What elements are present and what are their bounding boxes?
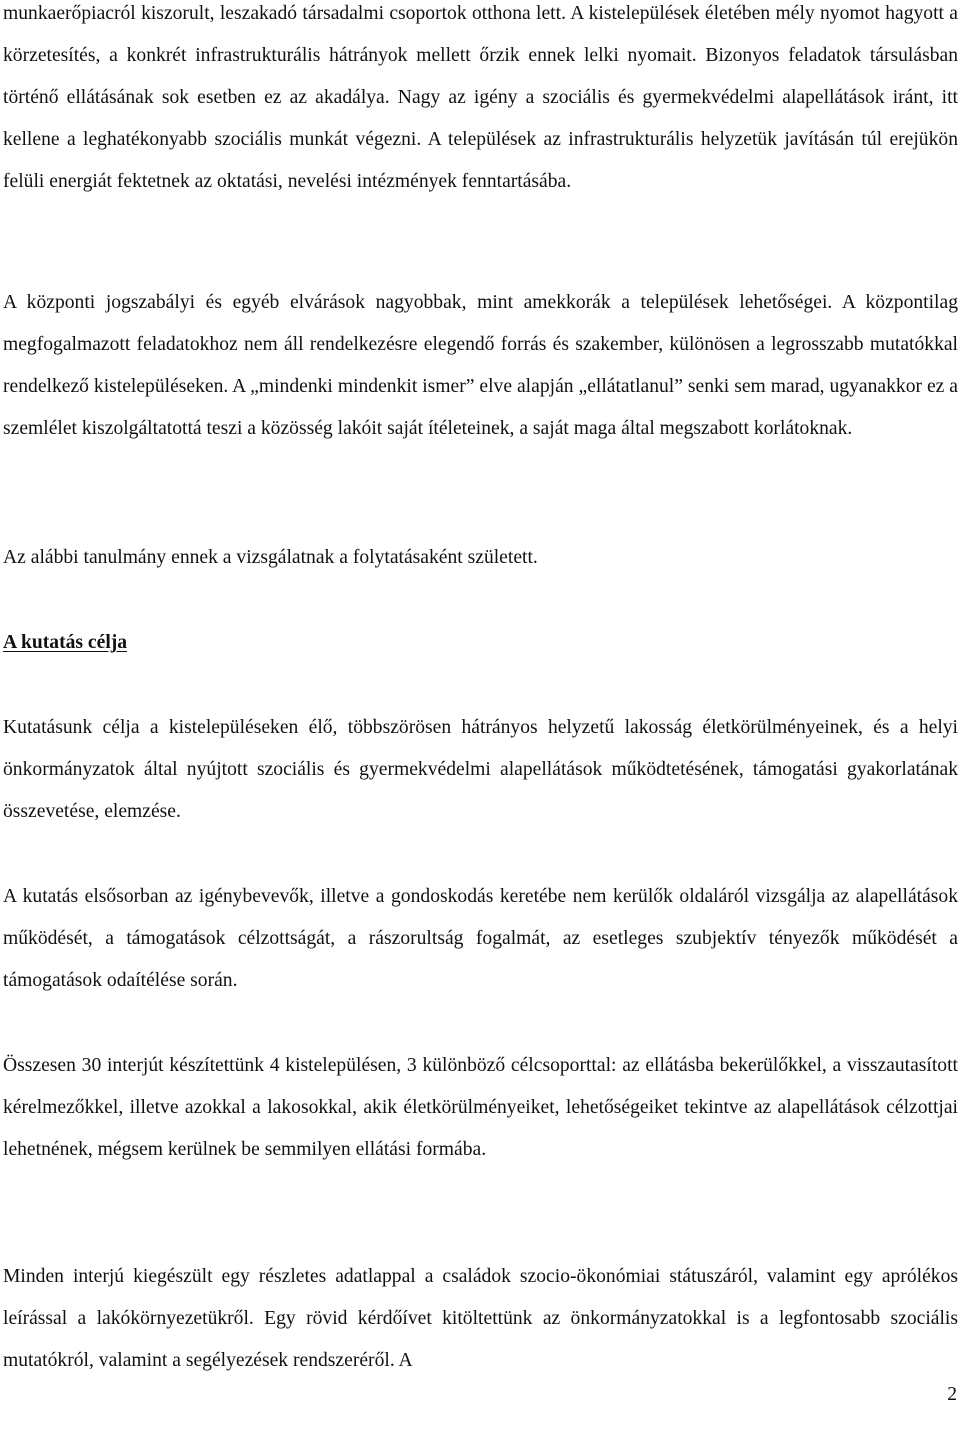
- paragraph-central-expectations: A központi jogszabályi és egyéb elvárások nagyobbak, mint amekkorák a települések lehetőségei. A központilag megfogalmazott feladatokhoz nem áll rendelkezésre elegendő forrás és szakember, különösen a legrosszabb mutatókkal rendelkező kistelepüléseken. A „mindenki mindenkit ismer” elve alapján „ellátatlanul” senki sem marad, ugyanakkor ez a szemlélet kiszolgáltatottá teszi a közösség lakóit saját ítéleteinek, a saját maga által megszabott korlátoknak.: [3, 292, 958, 439]
- paragraph-research-aim: Kutatásunk célja a kistelepüléseken élő, többszörösen hátrányos helyzetű lakosság életkörülményeinek, és a helyi önkormányzatok által nyújtott szociális és gyermekvédelmi alapellátások működtetésének, támogatási gyakorlatának összevetése, elemzése.: [3, 717, 958, 822]
- paragraph-intro-continuation: munkaerőpiacról kiszorult, leszakadó társadalmi csoportok otthona lett. A kistelepülések életében mély nyomot hagyott a körzetesítés, a konkrét infrastrukturális hátrányok mellett őrzik ennek lelki nyomait. Bizonyos feladatok társulásban történő ellátásának sok esetben ez az akadálya. Nagy az igény a szociális és gyermekvédelmi alapellátások iránt, itt kellene a leghatékonyabb szociális munkát végezni. A települések az infrastrukturális helyzetük javításán túl erejükön felüli energiát fektetnek az oktatási, nevelési intézmények fenntartásába.: [3, 3, 958, 192]
- page-number: 2: [947, 1384, 957, 1405]
- paragraph-data-sheets: Minden interjú kiegészült egy részletes adatlappal a családok szocio-ökonómiai státuszáról, valamint egy aprólékos leírással a lakókörnyezetükről. Egy rövid kérdőívet kitöltettünk az önkormányzatokkal is a legfontosabb szociális mutatókról, valamint a segélyezések rendszeréről. A: [3, 1266, 958, 1371]
- paragraph-research-focus: A kutatás elsősorban az igénybevevők, illetve a gondoskodás keretébe nem kerülők oldaláról vizsgálja az alapellátások működését, a támogatások célzottságát, a rászorultság fogalmát, az esetleges szubjektív tényezők működését a támogatások odaítélése során.: [3, 886, 958, 991]
- paragraph-study-origin: Az alábbi tanulmány ennek a vizsgálatnak a folytatásaként született.: [3, 547, 538, 568]
- section-heading: A kutatás célja: [3, 632, 128, 653]
- paragraph-interviews: Összesen 30 interjút készítettünk 4 kistelepülésen, 3 különböző célcsoporttal: az ellátásba bekerülőkkel, a visszautasított kérelmezőkkel, illetve azokkal a lakosokkal, akik életkörülményeiket, lehetőségeiket tekintve az alapellátások célzottjai lehetnének, mégsem kerülnek be semmilyen ellátási formába.: [3, 1055, 958, 1160]
